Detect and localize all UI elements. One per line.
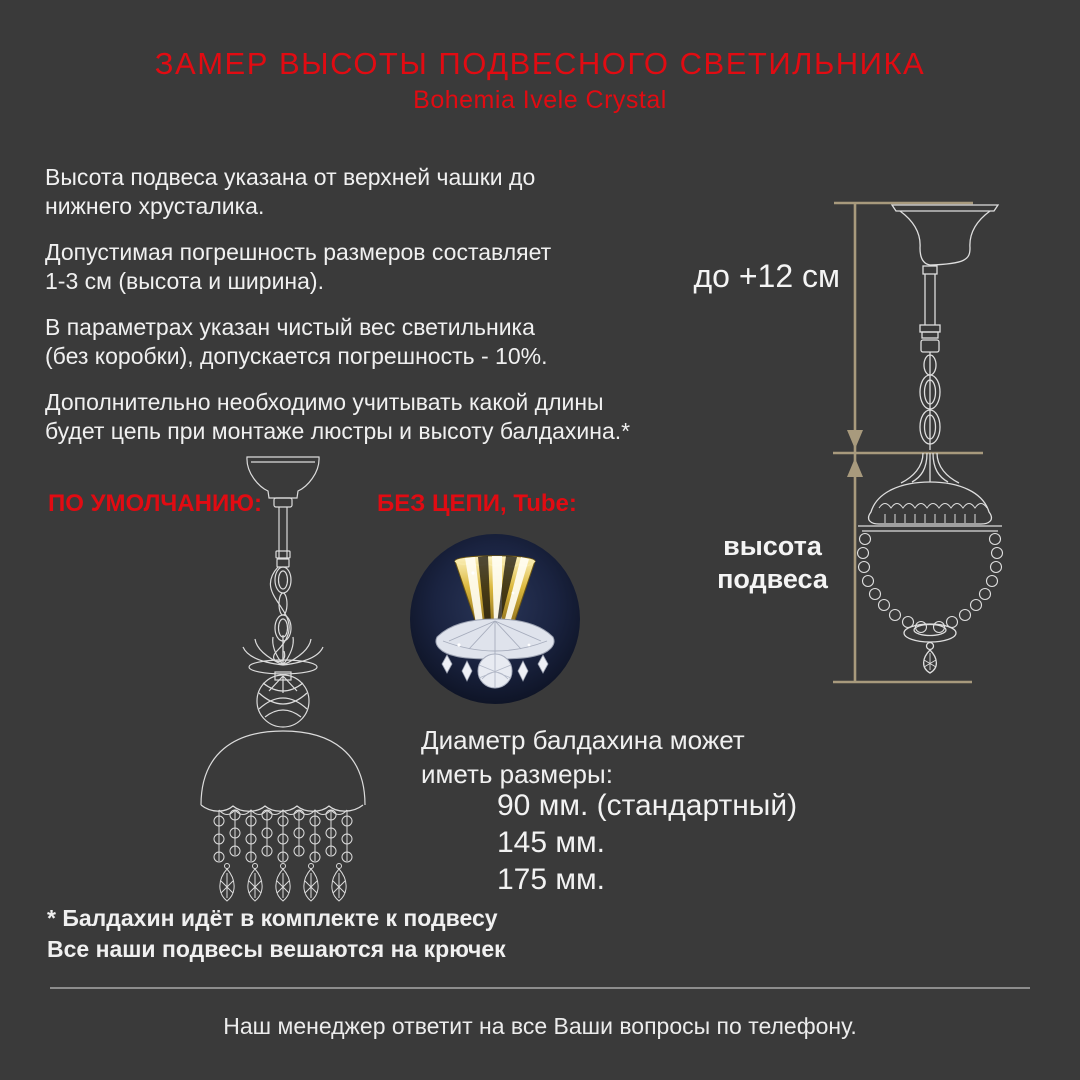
canopy-size-item: 145 мм. xyxy=(497,826,605,859)
intro-paragraph: Допустимая погрешность размеров составляет 1-3 см (высота и ширина). xyxy=(45,239,552,294)
intro-paragraph: Дополнительно необходимо учитывать какой длины будет цепь при монтаже люстры и высоту балдахина.* xyxy=(45,389,631,444)
hang-height-label: высота подвеса xyxy=(717,531,828,594)
no-chain-photo xyxy=(409,533,581,705)
default-pendant-drawing xyxy=(193,453,373,905)
intro-paragraph: Высота подвеса указана от верхней чашки до нижнего хрусталика. xyxy=(45,164,536,219)
measured-pendant-diagram xyxy=(755,190,1065,695)
canopy-size-item: 175 мм. xyxy=(497,863,605,896)
page-title: ЗАМЕР ВЫСОТЫ ПОДВЕСНОГО СВЕТИЛЬНИКА xyxy=(154,46,926,81)
intro-text-block xyxy=(45,163,725,463)
footer-note: Наш менеджер ответит на все Ваши вопросы по телефону. xyxy=(223,1013,857,1039)
canopy-diameter-lead: Диаметр балдахина может иметь размеры: xyxy=(421,725,745,789)
page-subtitle: Bohemia Ivele Crystal xyxy=(413,86,667,114)
canopy-size-list xyxy=(497,787,797,898)
intro-paragraph: В параметрах указан чистый вес светильника (без коробки), допускается погрешность - 10%. xyxy=(45,314,548,369)
default-option-label: ПО УМОЛЧАНИЮ: xyxy=(48,490,262,517)
no-chain-option-label: БЕЗ ЦЕПИ, Tube: xyxy=(377,490,577,517)
pendant-line-drawing xyxy=(858,205,1003,673)
canopy-size-item: 90 мм. (стандартный) xyxy=(497,789,798,822)
footer-divider xyxy=(50,987,1030,989)
footnote: * Балдахин идёт в комплекте к подвесу Все наши подвесы вешаются на крючек xyxy=(47,905,506,962)
top-measure-label: до +12 см xyxy=(693,258,840,294)
